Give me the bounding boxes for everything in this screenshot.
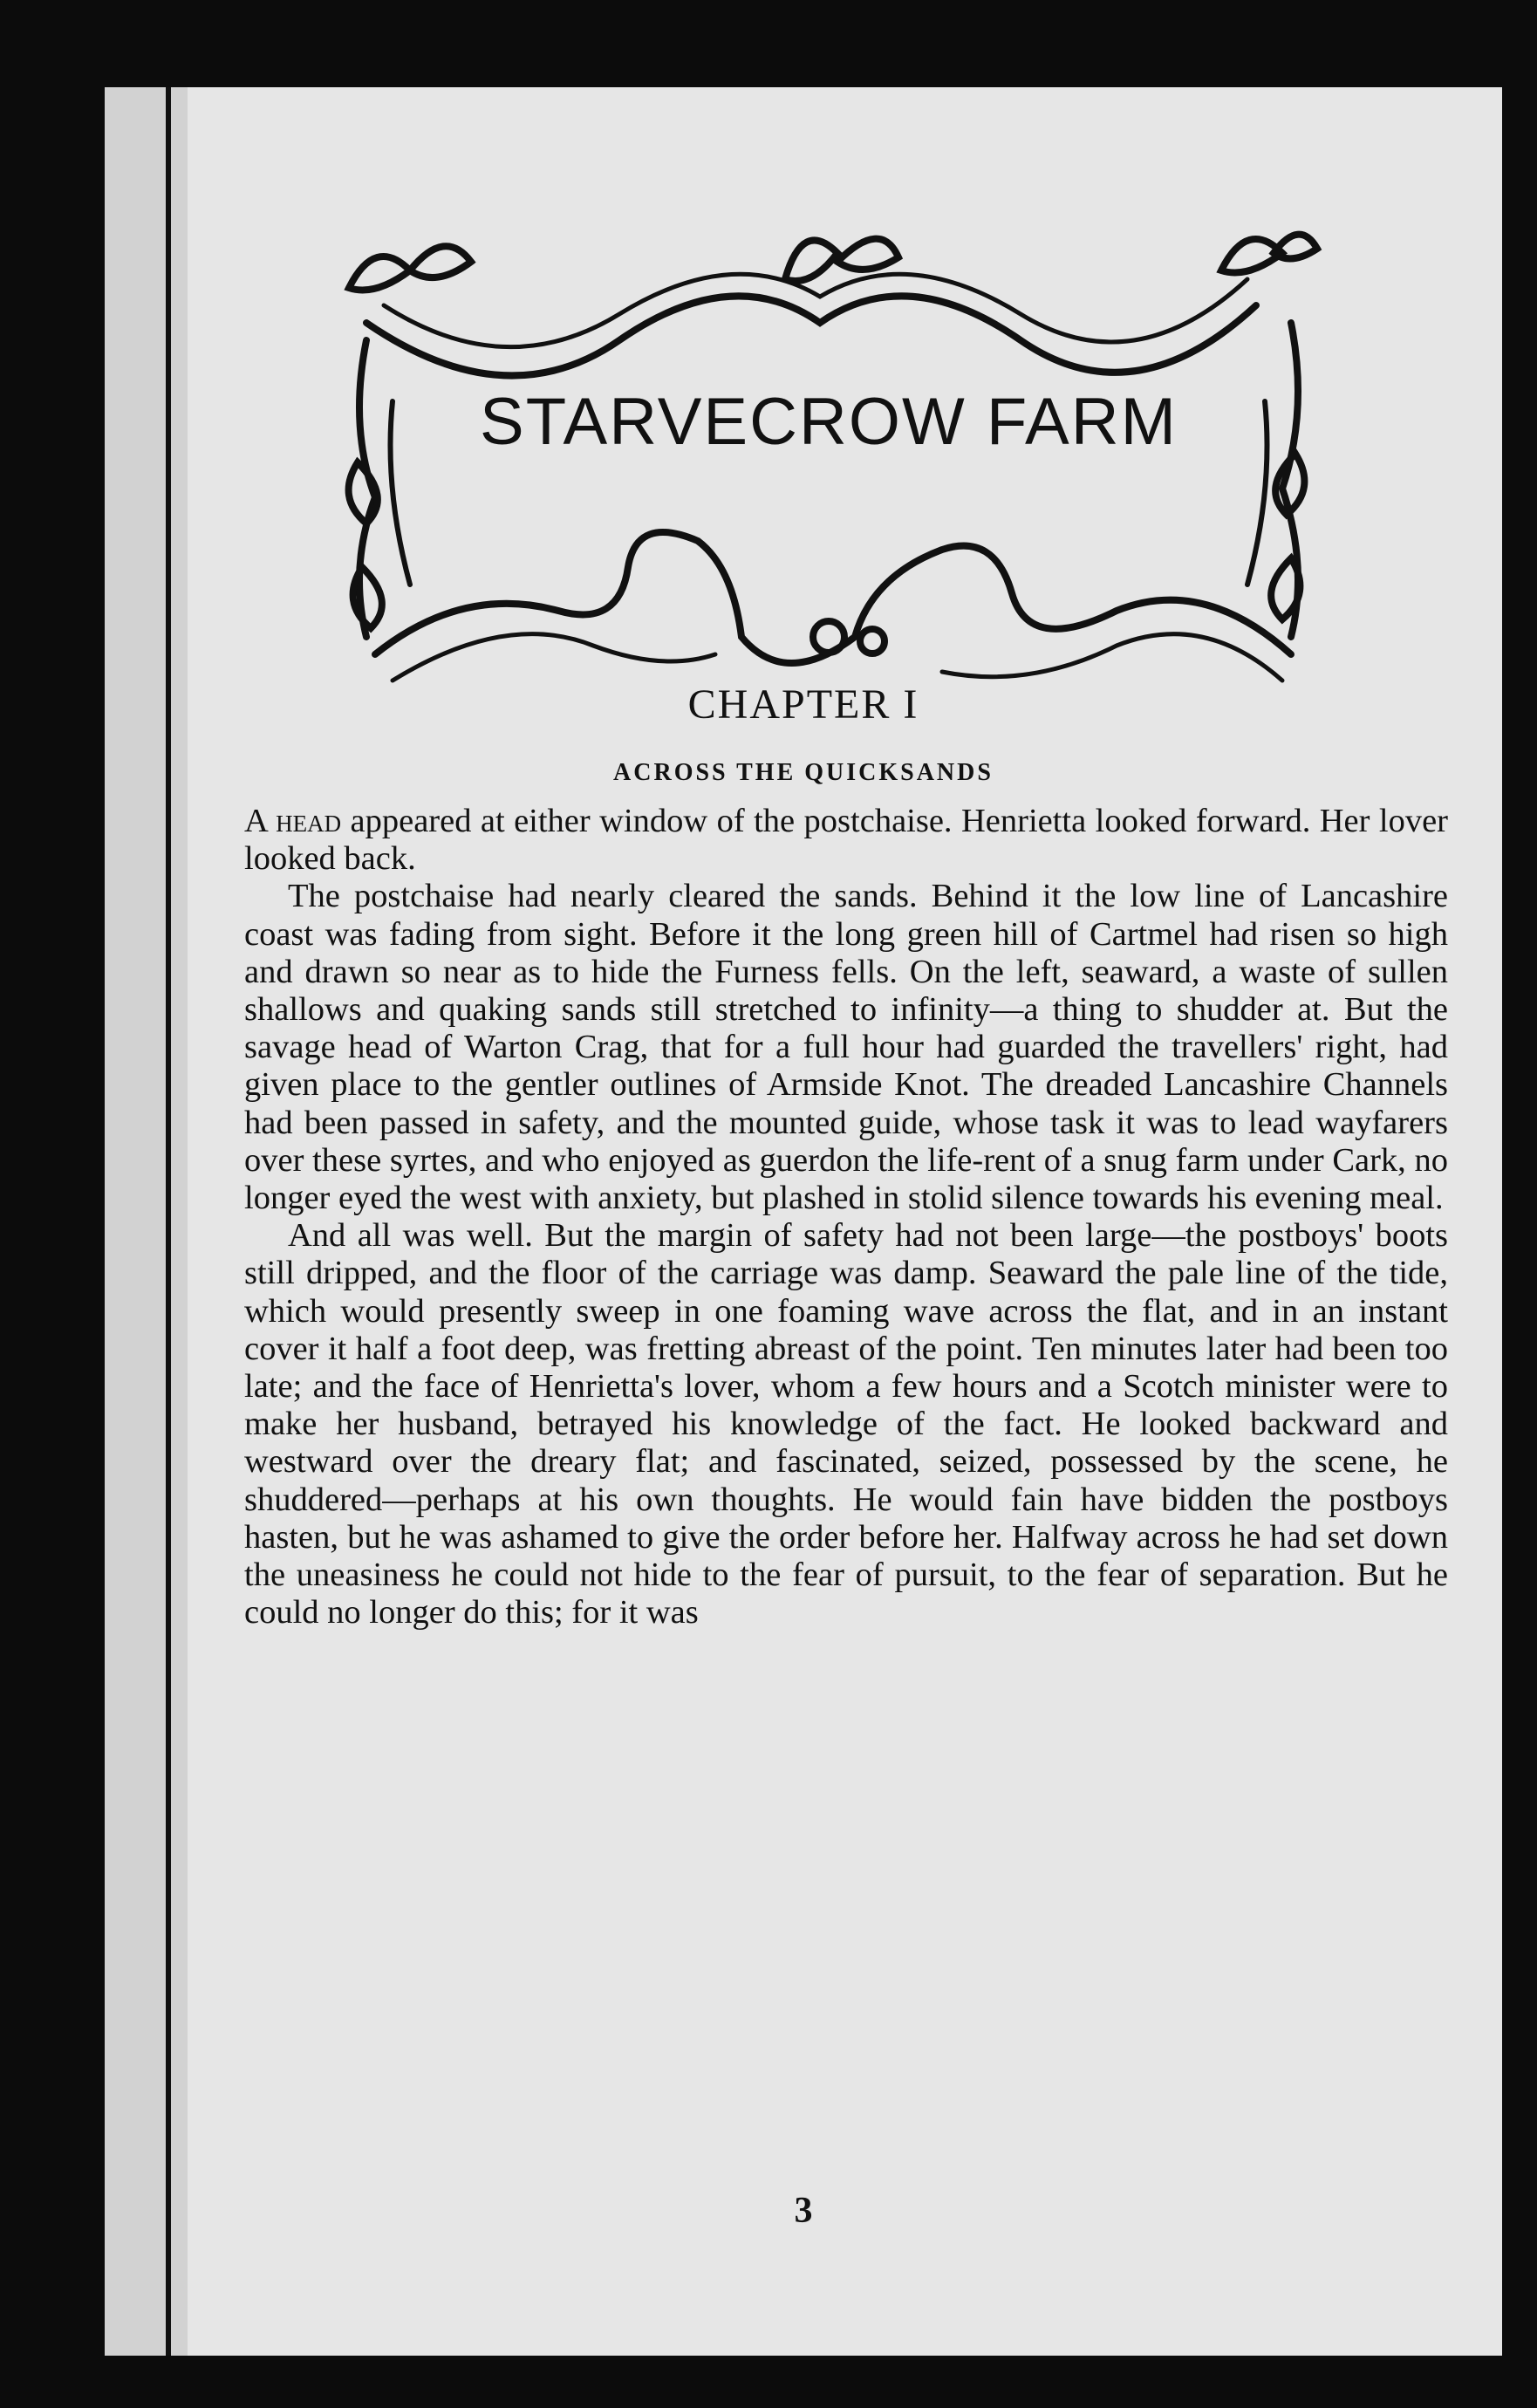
chapter-title: ACROSS THE QUICKSANDS [613, 759, 994, 786]
page-gutter [105, 87, 188, 2356]
paragraph-3: And all was well. But the margin of safety had not been large—the postboys' boots still dripped, and the floor of the carriage was damp. Seaward the pale line of the tide, which would presently sweep in one foaming wave across the flat, and in an instant cover it half a foot deep, was fretting abreast of the point. Ten minutes later had been too late; and the face of Henrietta's lover, whom a few hours and a Scotch minister were to make her husband, betrayed his knowledge of the fact. He looked backward and westward over the dreary flat; and fascinated, seized, possessed by the scene, he shuddered—perhaps at his own thoughts. He would fain have bidden the postboys hasten, but he was ashamed to give the order before her. Halfway across he had set down the uneasiness he could not hide to the fear of pursuit, to the fear of separation. But he could no longer do this; for it was [244, 1217, 1448, 1632]
chapter-number: CHAPTER I [687, 681, 919, 728]
paragraph-1 [244, 803, 1448, 878]
paragraph-2: The postchaise had nearly cleared the sands. Behind it the low line of Lancashire coast was fading from sight. Before it the long green hill of Cartmel had risen so high and drawn so near as to hide the Furness fells. On the left, seaward, a waste of sullen shallows and quaking sands still stretched to infinity—a thing to shudder at. But the savage head of Warton Crag, that for a full hour had guarded the travellers' right, had given place to the gentler outlines of Armside Knot. The dreaded Lancashire Channels had been passed in safety, and the mounted guide, whose task it was to lead wayfarers over these syrtes, and who enjoyed as guerdon the life-rent of a snug farm under Cark, no longer eyed the west with anxiety, but plashed in stolid silence towards his evening meal. [244, 878, 1448, 1217]
paragraph-lead: A head [244, 803, 342, 839]
chapter-text [244, 803, 1448, 1632]
ribbon-garland-icon [331, 201, 1326, 724]
decorative-ribbon-frame [331, 201, 1326, 724]
page-number: 3 [794, 2191, 813, 2231]
binding-edge [166, 87, 171, 2356]
book-title: STARVECROW FARM [480, 385, 1178, 459]
paragraph-1-text: appeared at either window of the postchaise. Henrietta looked forward. Her lover looked back. [244, 803, 1448, 878]
book-page [105, 87, 1502, 2356]
